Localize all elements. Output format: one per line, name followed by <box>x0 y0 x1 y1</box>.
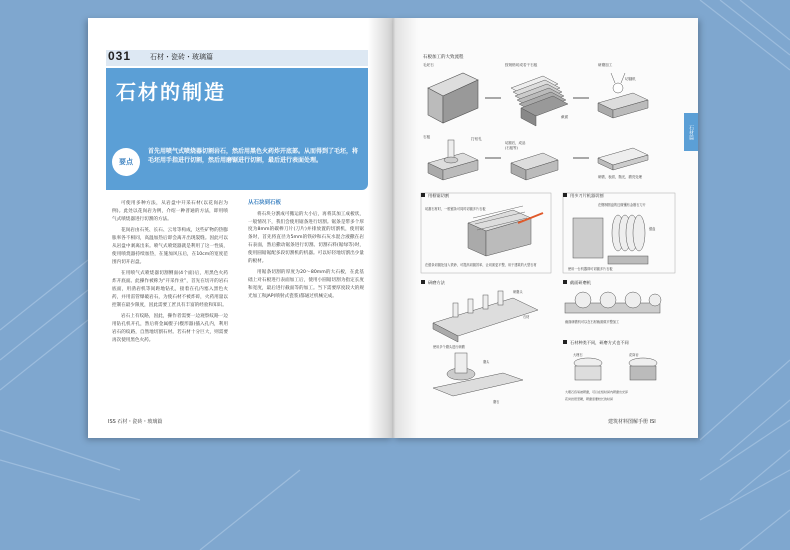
fig-label: 切割石材时，一根锯条可同时切割多片石板 <box>425 207 486 211</box>
fig-label: 花岗岩 <box>629 353 639 357</box>
paragraph: 岩石上有纹路，因此，操作者需要一边观察纹路一边用钻孔机开孔，然后将金属楔子(楔形器)插入孔内，利用岩石的纹路，自然地切割石材。若石材十分巨大，则需要再次使用黑色火药。 <box>112 314 228 343</box>
fig-label: 毛坯石 <box>423 63 434 67</box>
multi-blade-diagram <box>573 215 648 264</box>
polishing-diagram <box>598 73 648 118</box>
fig-label: (石板等) <box>505 146 518 150</box>
fig-label: 使用多个磨头进行研磨 <box>433 345 465 349</box>
fig-label: 石材 <box>523 315 530 319</box>
marble-granite-diagram <box>574 358 657 380</box>
subheading: 从石块到石板 <box>248 200 282 206</box>
point-summary: 首先用喷气式喷烧器切割岩石，然后用黑色火药炸开底部。从而得到了毛坯，将毛坯用手指进行切割，然后用磨锯进行切割，最后进行表面处理。 <box>148 148 359 164</box>
paragraph: 将石块分割成可搬运的大小后，再将其加工成板状，一般情况下，我们会使用锯条进行切割。锯条是带多个厚度为8mm的碳棒刀片(刀片)并排放置的切割机，使用锯条时，首先将直径为5mm的铁砂和石灰水混合液撒在岩石表面，然后撒动锯条进行切割。切割石料(锯绿等)时，使用圆锯锯配多段切割机的机器。可以好轻地切割出少量的板材。 <box>248 211 364 264</box>
fig-low-right-title: 截面研磨机 <box>570 280 591 285</box>
edge-grinder-diagram <box>565 292 661 313</box>
fig-label: 切割机 <box>625 77 636 81</box>
slabs-diagram <box>511 76 568 126</box>
fig-label: 花岗岩很坚硬，研磨需要较长的时间 <box>565 397 614 401</box>
section-bar <box>106 50 368 66</box>
frame-saw-diagram <box>468 206 543 256</box>
fig-label: 锯盘 <box>649 227 656 231</box>
section-number: 031 <box>108 49 132 63</box>
stone-block-diagram <box>428 73 478 123</box>
fig-mid-left-title: 用框锯切割 <box>428 193 449 198</box>
body-column-left <box>112 200 228 349</box>
fig-label: 研磨加工 <box>598 63 613 67</box>
fig-label: 截面研磨机可以在石材截面做平整加工 <box>565 320 620 324</box>
paragraph: 可使用多种方法，从岩盘中开采石材(以花岗岩为例)。此处以花岗岩为例，介绍一种普通的方法，即用喷气式喷烧器进行切割的方法。 <box>112 201 228 222</box>
fig-label: 石板 <box>423 135 431 139</box>
side-tab: 石材篇 <box>684 113 698 151</box>
open-book <box>88 18 698 438</box>
fig-label: 在钢制圆盘的边缘镶有金刚石刀片 <box>598 203 646 207</box>
left-page <box>88 18 393 438</box>
fig-label: 使用一台机器即可切割多片石板 <box>568 267 613 271</box>
fig-top-title: 石板加工的大致流程 <box>423 55 464 60</box>
fig-label: 磨石 <box>493 400 500 404</box>
section-category: 石材・瓷砖・玻璃篇 <box>150 53 213 61</box>
cut-slab-diagram <box>511 153 558 180</box>
fig-low-right-subtitle: 石材种类不同，研磨方式也不同 <box>570 340 629 345</box>
fig-low-left-title: 研磨方法 <box>428 280 445 285</box>
page-title: 石材的制造 <box>116 80 226 104</box>
fig-label: 截面 <box>561 115 569 119</box>
drill-diagram <box>428 140 478 180</box>
fig-mid-right-title: 用多刀片机器切割 <box>570 193 604 198</box>
illustrations <box>393 18 698 438</box>
footer-left: ISS 石材・瓷砖・玻璃篇 <box>108 419 163 425</box>
fig-label: 大理石容易被研磨，可以在短时间内研磨出光泽 <box>565 390 629 394</box>
fig-label: 打钻孔 <box>471 137 482 141</box>
fig-label: 磨头 <box>483 360 490 364</box>
paragraph: 花岗岩由石英、长石、云母等构成，这些矿物的热膨胀率各不相同，高温加热后即会离开出现裂缝。因此可以从岩盘中剥离出来。喷气式喷烧器就是利用了这一性质，使用喷烧器持续加热，在施加风压后，在10cm的宽度范围内切开岩盘。 <box>112 228 228 265</box>
fig-label: 切割后，成品 <box>505 141 526 145</box>
fig-label: 大理石 <box>573 353 583 357</box>
fig-label: 研磨，表面，抛光，磨亮处理 <box>598 175 643 179</box>
fig-label: 研磨头 <box>513 290 523 294</box>
point-badge: 要点 <box>112 148 140 176</box>
paragraph: 用锯条切割的厚度为20～80mm的大石板，在此基础上对石板进行表面加工后，使用小圆锯切割为指定长度和宽度，最后进行截面等的加工。当下需要厚度较大的规光加工和JAP(喷射式瓷浆)都通过机械完成。 <box>248 270 364 299</box>
grinding-line-diagram <box>433 291 538 396</box>
right-page <box>393 18 698 438</box>
body-column-right <box>248 200 364 305</box>
finished-slab-diagram <box>598 148 648 170</box>
fig-label: 按规格切成若干石板 <box>505 63 538 67</box>
paragraph: 在用喷气式喷烧器切割侧面(4个面)后，用黑色火药炸开底面。此操作被称为“开采作业”，首先在切开的岩石底面，用凿岩机等间距地钻孔，接着在孔内塞入黑色火药，并用雷管爆破岩石，为使石材不被炸碎，火药用量以控制在最少限度，因此需要工匠具有丰富的经验和知识。 <box>112 271 228 308</box>
fig-label: 在锯条切割处加入铁砂，可提高切割效率，让切面更平整，用于建筑的大型石材 <box>425 263 537 267</box>
footer-right: 建筑材料图解手册 ISI <box>608 419 656 425</box>
